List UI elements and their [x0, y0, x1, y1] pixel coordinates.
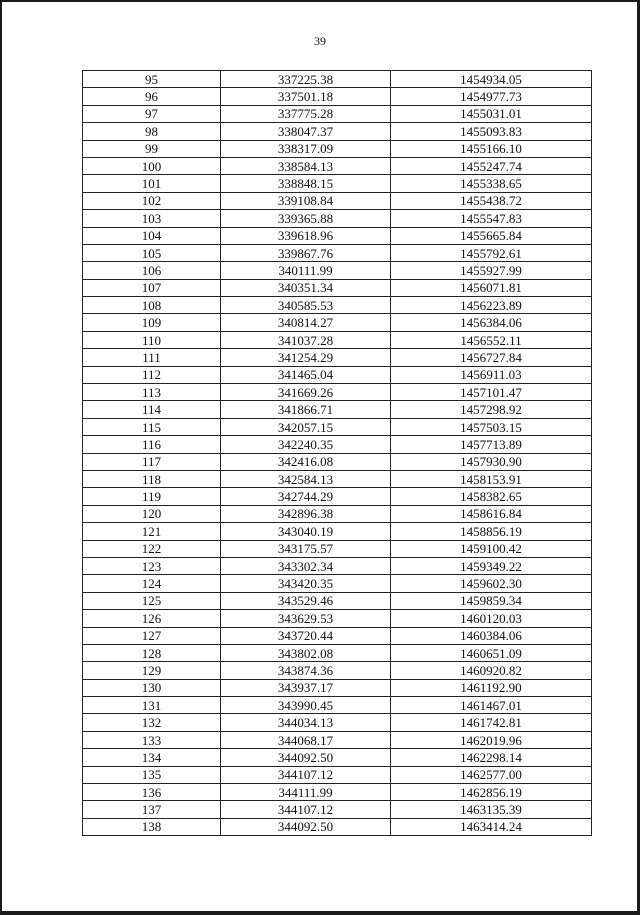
point-number-cell: 96 — [83, 88, 221, 105]
table-row — [83, 418, 592, 435]
point-number-cell: 95 — [83, 71, 221, 88]
y-coordinate-cell: 1461192.90 — [391, 679, 592, 696]
point-number-cell: 110 — [83, 331, 221, 348]
point-number-cell: 118 — [83, 470, 221, 487]
point-number-cell: 127 — [83, 627, 221, 644]
y-coordinate-cell: 1456552.11 — [391, 331, 592, 348]
point-number-cell: 130 — [83, 679, 221, 696]
y-coordinate-cell: 1462577.00 — [391, 766, 592, 783]
x-coordinate-cell: 343040.19 — [221, 523, 391, 540]
table-row — [83, 331, 592, 348]
table-row — [83, 297, 592, 314]
point-number-cell: 122 — [83, 540, 221, 557]
y-coordinate-cell: 1455665.84 — [391, 227, 592, 244]
table-row — [83, 453, 592, 470]
x-coordinate-cell: 343990.45 — [221, 697, 391, 714]
y-coordinate-cell: 1459349.22 — [391, 557, 592, 574]
y-coordinate-cell: 1458153.91 — [391, 470, 592, 487]
point-number-cell: 123 — [83, 557, 221, 574]
x-coordinate-cell: 343420.35 — [221, 575, 391, 592]
x-coordinate-cell: 343302.34 — [221, 557, 391, 574]
y-coordinate-cell: 1456071.81 — [391, 279, 592, 296]
y-coordinate-cell: 1459100.42 — [391, 540, 592, 557]
table-row — [83, 644, 592, 661]
table-row — [83, 123, 592, 140]
y-coordinate-cell: 1456384.06 — [391, 314, 592, 331]
x-coordinate-cell: 343529.46 — [221, 592, 391, 609]
point-number-cell: 121 — [83, 523, 221, 540]
x-coordinate-cell: 340585.53 — [221, 297, 391, 314]
page-number: 39 — [314, 34, 326, 48]
point-number-cell: 133 — [83, 731, 221, 748]
x-coordinate-cell: 344034.13 — [221, 714, 391, 731]
point-number-cell: 136 — [83, 784, 221, 801]
x-coordinate-cell: 344111.99 — [221, 784, 391, 801]
scan-border-top — [0, 0, 640, 2]
x-coordinate-cell: 343720.44 — [221, 627, 391, 644]
point-number-cell: 119 — [83, 488, 221, 505]
point-number-cell: 116 — [83, 436, 221, 453]
y-coordinate-cell: 1455438.72 — [391, 192, 592, 209]
x-coordinate-cell: 338047.37 — [221, 123, 391, 140]
point-number-cell: 124 — [83, 575, 221, 592]
x-coordinate-cell: 337775.28 — [221, 105, 391, 122]
table-row — [83, 766, 592, 783]
point-number-cell: 106 — [83, 262, 221, 279]
table-row — [83, 175, 592, 192]
y-coordinate-cell: 1456727.84 — [391, 349, 592, 366]
y-coordinate-cell: 1463135.39 — [391, 801, 592, 818]
table-row — [83, 244, 592, 261]
x-coordinate-cell: 342416.08 — [221, 453, 391, 470]
table-row — [83, 227, 592, 244]
x-coordinate-cell: 338584.13 — [221, 157, 391, 174]
x-coordinate-cell: 344092.50 — [221, 749, 391, 766]
table-row — [83, 192, 592, 209]
point-number-cell: 138 — [83, 818, 221, 835]
y-coordinate-cell: 1461742.81 — [391, 714, 592, 731]
x-coordinate-cell: 341254.29 — [221, 349, 391, 366]
table-row — [83, 140, 592, 157]
x-coordinate-cell: 337501.18 — [221, 88, 391, 105]
table-row — [83, 488, 592, 505]
x-coordinate-cell: 341037.28 — [221, 331, 391, 348]
y-coordinate-cell: 1454934.05 — [391, 71, 592, 88]
point-number-cell: 137 — [83, 801, 221, 818]
y-coordinate-cell: 1463414.24 — [391, 818, 592, 835]
table-row — [83, 575, 592, 592]
table-row — [83, 349, 592, 366]
point-number-cell: 109 — [83, 314, 221, 331]
x-coordinate-cell: 343802.08 — [221, 644, 391, 661]
table-row — [83, 314, 592, 331]
y-coordinate-cell: 1459859.34 — [391, 592, 592, 609]
point-number-cell: 114 — [83, 401, 221, 418]
y-coordinate-cell: 1459602.30 — [391, 575, 592, 592]
y-coordinate-cell: 1457713.89 — [391, 436, 592, 453]
y-coordinate-cell: 1458856.19 — [391, 523, 592, 540]
scan-border-left — [0, 0, 2, 915]
x-coordinate-cell: 339365.88 — [221, 210, 391, 227]
y-coordinate-cell: 1457298.92 — [391, 401, 592, 418]
table-row — [83, 714, 592, 731]
y-coordinate-cell: 1455927.99 — [391, 262, 592, 279]
x-coordinate-cell: 339867.76 — [221, 244, 391, 261]
x-coordinate-cell: 338317.09 — [221, 140, 391, 157]
point-number-cell: 135 — [83, 766, 221, 783]
table-row — [83, 557, 592, 574]
x-coordinate-cell: 342584.13 — [221, 470, 391, 487]
x-coordinate-cell: 343175.57 — [221, 540, 391, 557]
point-number-cell: 99 — [83, 140, 221, 157]
point-number-cell: 134 — [83, 749, 221, 766]
x-coordinate-cell: 343937.17 — [221, 679, 391, 696]
y-coordinate-cell: 1457101.47 — [391, 384, 592, 401]
y-coordinate-cell: 1455547.83 — [391, 210, 592, 227]
coordinate-table — [82, 70, 592, 836]
x-coordinate-cell: 338848.15 — [221, 175, 391, 192]
point-number-cell: 129 — [83, 662, 221, 679]
table-row — [83, 801, 592, 818]
y-coordinate-cell: 1458382.65 — [391, 488, 592, 505]
y-coordinate-cell: 1456223.89 — [391, 297, 592, 314]
point-number-cell: 97 — [83, 105, 221, 122]
point-number-cell: 108 — [83, 297, 221, 314]
table-row — [83, 470, 592, 487]
y-coordinate-cell: 1455247.74 — [391, 157, 592, 174]
x-coordinate-cell: 341669.26 — [221, 384, 391, 401]
point-number-cell: 115 — [83, 418, 221, 435]
y-coordinate-cell: 1462019.96 — [391, 731, 592, 748]
table-row — [83, 71, 592, 88]
x-coordinate-cell: 343629.53 — [221, 610, 391, 627]
table-row — [83, 749, 592, 766]
y-coordinate-cell: 1457930.90 — [391, 453, 592, 470]
point-number-cell: 128 — [83, 644, 221, 661]
x-coordinate-cell: 344107.12 — [221, 766, 391, 783]
x-coordinate-cell: 342240.35 — [221, 436, 391, 453]
x-coordinate-cell: 341465.04 — [221, 366, 391, 383]
y-coordinate-cell: 1460384.06 — [391, 627, 592, 644]
point-number-cell: 100 — [83, 157, 221, 174]
x-coordinate-cell: 344107.12 — [221, 801, 391, 818]
table-row — [83, 401, 592, 418]
y-coordinate-cell: 1462856.19 — [391, 784, 592, 801]
point-number-cell: 113 — [83, 384, 221, 401]
table-row — [83, 627, 592, 644]
table-row — [83, 540, 592, 557]
point-number-cell: 132 — [83, 714, 221, 731]
coordinate-table-body — [83, 71, 592, 836]
table-row — [83, 210, 592, 227]
table-row — [83, 279, 592, 296]
y-coordinate-cell: 1460920.82 — [391, 662, 592, 679]
y-coordinate-cell: 1455166.10 — [391, 140, 592, 157]
table-row — [83, 384, 592, 401]
point-number-cell: 126 — [83, 610, 221, 627]
table-row — [83, 436, 592, 453]
point-number-cell: 112 — [83, 366, 221, 383]
table-row — [83, 784, 592, 801]
scan-border-bottom — [0, 911, 640, 915]
point-number-cell: 107 — [83, 279, 221, 296]
table-row — [83, 592, 592, 609]
y-coordinate-cell: 1460120.03 — [391, 610, 592, 627]
point-number-cell: 125 — [83, 592, 221, 609]
table-row — [83, 262, 592, 279]
y-coordinate-cell: 1455093.83 — [391, 123, 592, 140]
point-number-cell: 104 — [83, 227, 221, 244]
table-row — [83, 679, 592, 696]
y-coordinate-cell: 1456911.03 — [391, 366, 592, 383]
y-coordinate-cell: 1461467.01 — [391, 697, 592, 714]
table-row — [83, 697, 592, 714]
table-row — [83, 818, 592, 835]
y-coordinate-cell: 1457503.15 — [391, 418, 592, 435]
x-coordinate-cell: 344068.17 — [221, 731, 391, 748]
y-coordinate-cell: 1455031.01 — [391, 105, 592, 122]
y-coordinate-cell: 1455792.61 — [391, 244, 592, 261]
x-coordinate-cell: 343874.36 — [221, 662, 391, 679]
point-number-cell: 105 — [83, 244, 221, 261]
x-coordinate-cell: 341866.71 — [221, 401, 391, 418]
table-row — [83, 731, 592, 748]
y-coordinate-cell: 1454977.73 — [391, 88, 592, 105]
x-coordinate-cell: 342896.38 — [221, 505, 391, 522]
x-coordinate-cell: 344092.50 — [221, 818, 391, 835]
x-coordinate-cell: 342744.29 — [221, 488, 391, 505]
x-coordinate-cell: 342057.15 — [221, 418, 391, 435]
table-row — [83, 662, 592, 679]
x-coordinate-cell: 339108.84 — [221, 192, 391, 209]
y-coordinate-cell: 1462298.14 — [391, 749, 592, 766]
x-coordinate-cell: 340814.27 — [221, 314, 391, 331]
x-coordinate-cell: 340111.99 — [221, 262, 391, 279]
point-number-cell: 120 — [83, 505, 221, 522]
table-row — [83, 505, 592, 522]
point-number-cell: 131 — [83, 697, 221, 714]
y-coordinate-cell: 1460651.09 — [391, 644, 592, 661]
table-row — [83, 157, 592, 174]
table-row — [83, 105, 592, 122]
x-coordinate-cell: 337225.38 — [221, 71, 391, 88]
point-number-cell: 101 — [83, 175, 221, 192]
table-row — [83, 88, 592, 105]
point-number-cell: 98 — [83, 123, 221, 140]
y-coordinate-cell: 1458616.84 — [391, 505, 592, 522]
y-coordinate-cell: 1455338.65 — [391, 175, 592, 192]
point-number-cell: 117 — [83, 453, 221, 470]
point-number-cell: 102 — [83, 192, 221, 209]
table-row — [83, 366, 592, 383]
x-coordinate-cell: 340351.34 — [221, 279, 391, 296]
point-number-cell: 111 — [83, 349, 221, 366]
table-row — [83, 523, 592, 540]
point-number-cell: 103 — [83, 210, 221, 227]
table-row — [83, 610, 592, 627]
x-coordinate-cell: 339618.96 — [221, 227, 391, 244]
